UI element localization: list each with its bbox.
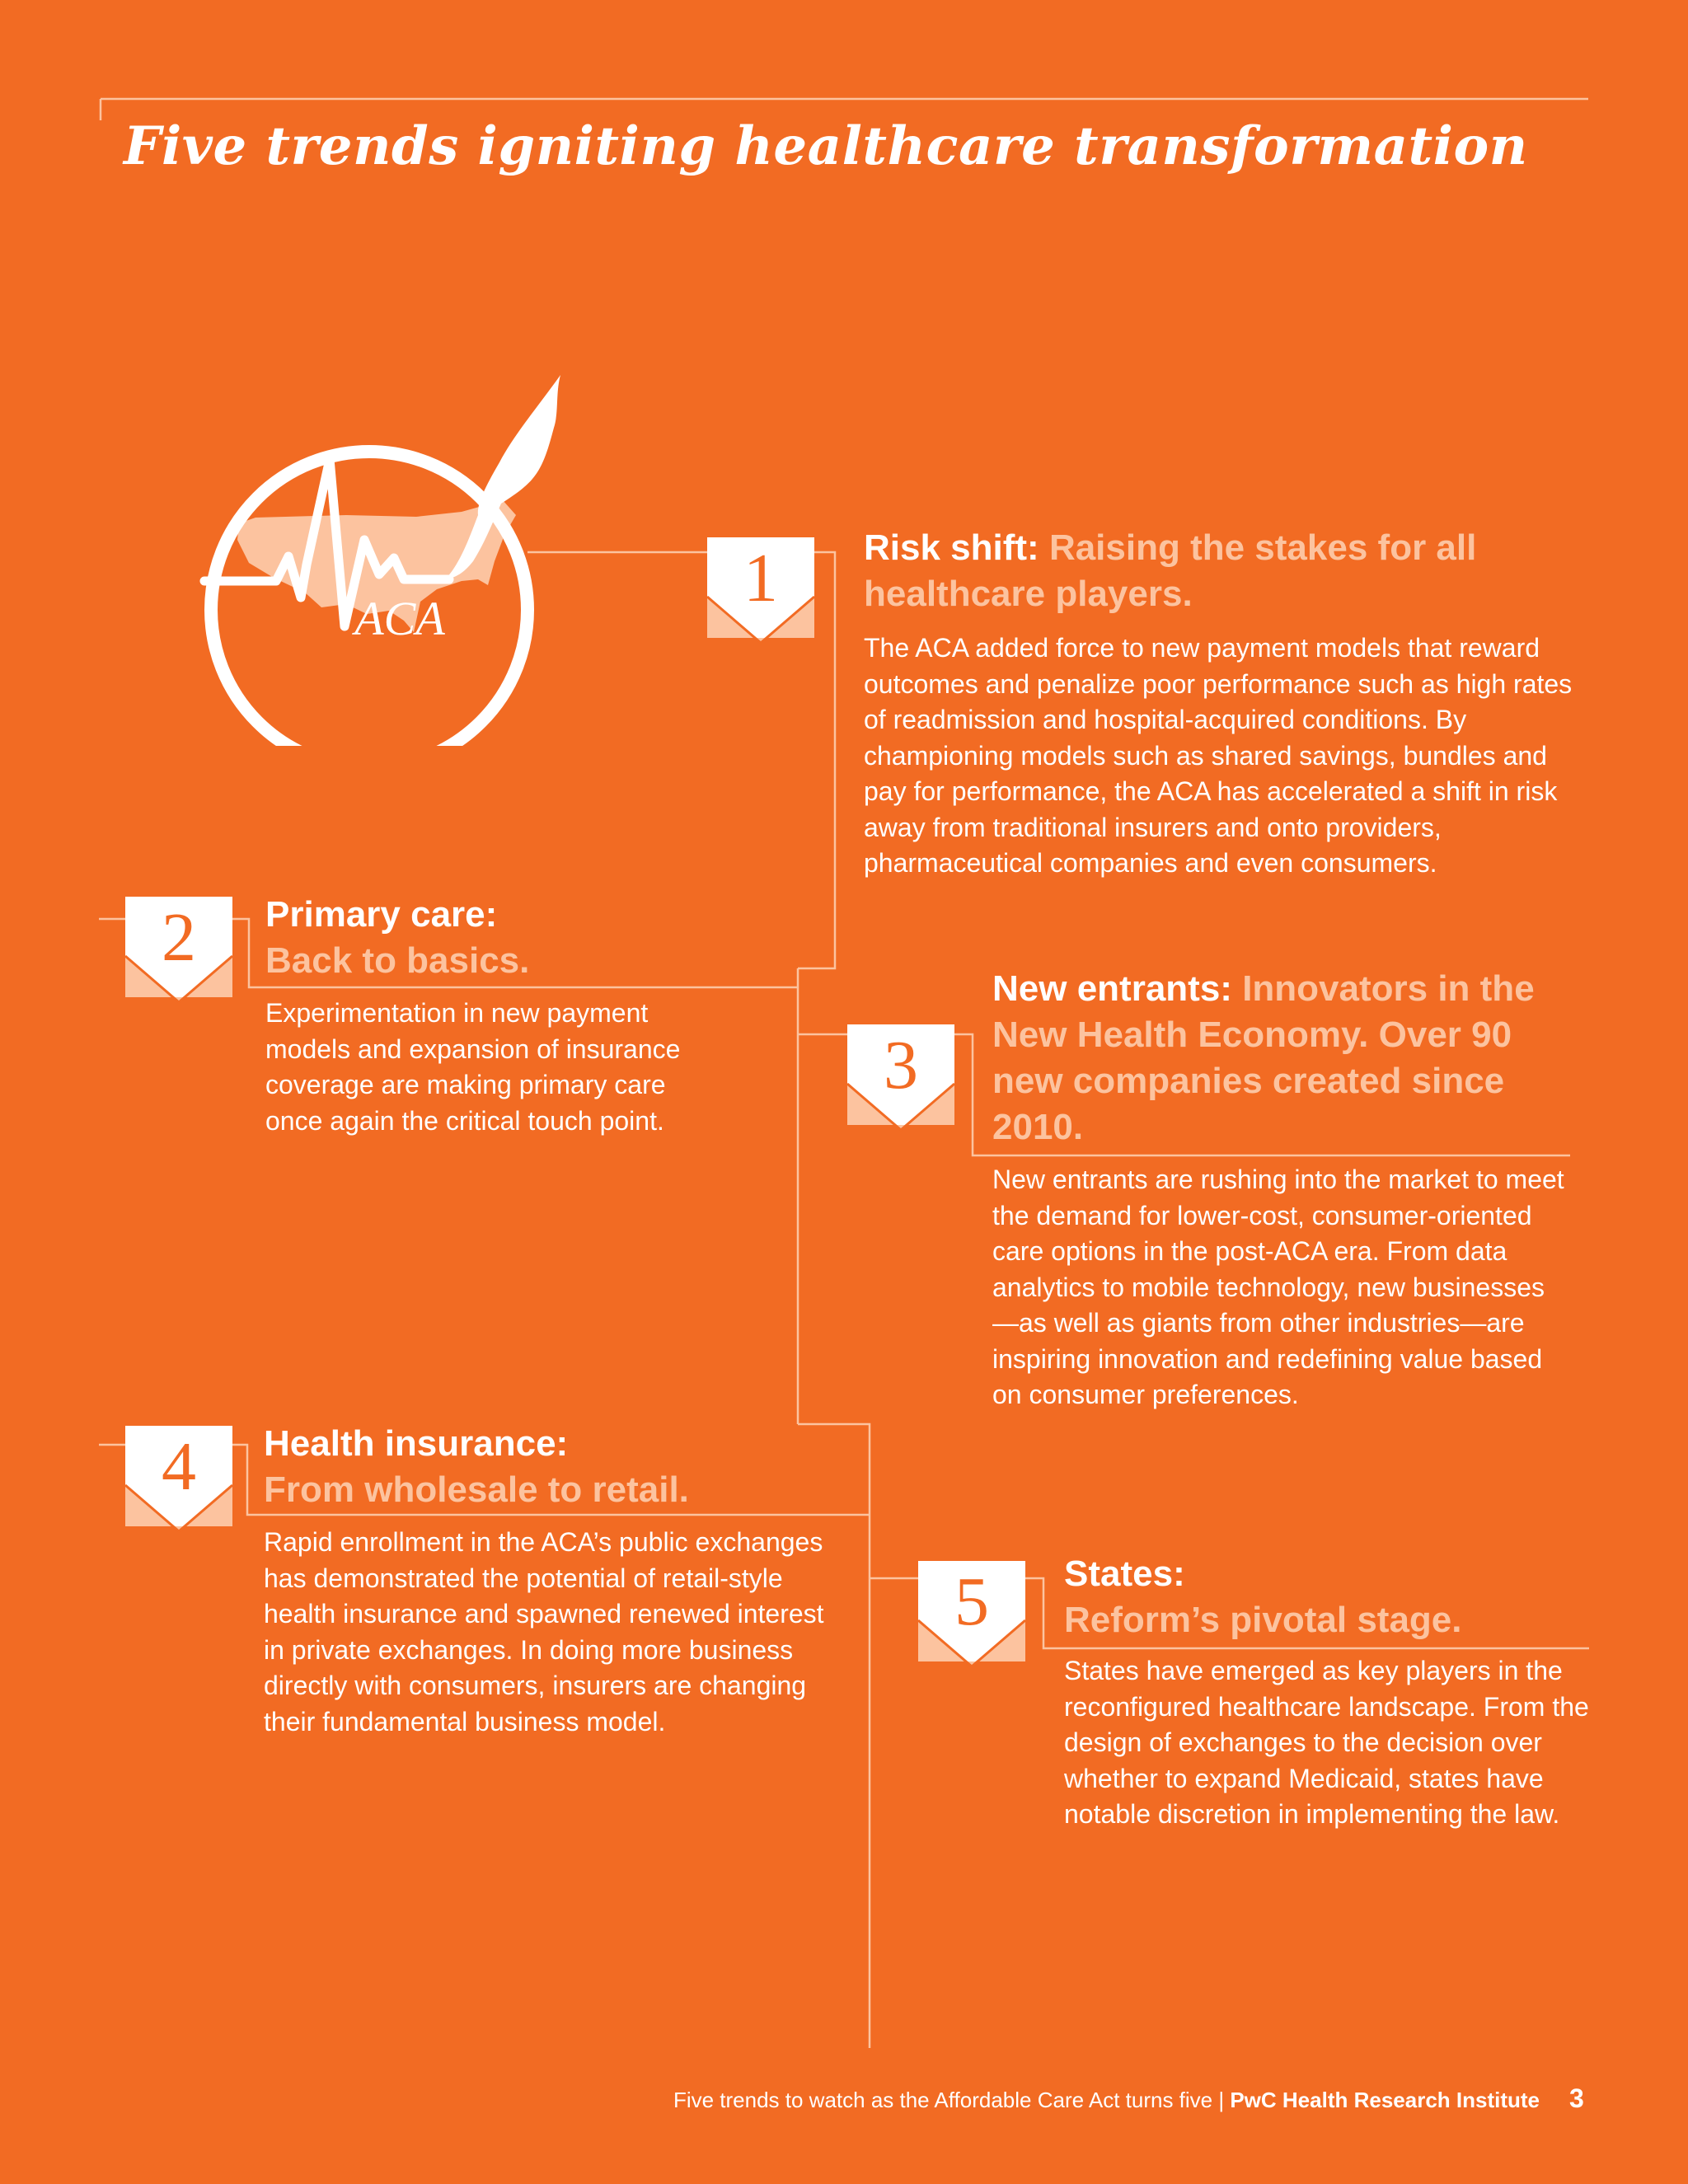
trend-5-number: 5 — [954, 1563, 989, 1640]
trend-4-number-badge — [125, 1426, 232, 1533]
footer — [673, 2085, 1540, 2115]
trend-5-highlight: Reform’s pivotal stage. — [1064, 1600, 1462, 1640]
aca-label: ACA — [354, 592, 445, 645]
trend-3-heading — [992, 966, 1569, 1151]
trend-1-label: Risk shift: — [864, 527, 1039, 568]
trend-4-label: Health insurance: — [264, 1423, 569, 1464]
page-title: Five trends igniting healthcare transformation — [124, 115, 1528, 177]
trend-3-label: New entrants: — [992, 968, 1232, 1009]
page-number: 3 — [1569, 2083, 1584, 2113]
trend-1-body: The ACA added force to new payment models that reward outcomes and penalize poor performance such as high rates of readmission and hospital-acquired conditions. By championing models such as shared savings, bundles and pay for performance, the ACA has accelerated a shift in risk away from traditional insurers and onto providers, pharmaceutical companies and even consumers. — [864, 633, 1573, 878]
trend-4-body: Rapid enrollment in the ACA’s public exchanges has demonstrated the potential of retail-style health insurance and spawned renewed interest in private exchanges. In doing more business directly with consumers, insurers are changing their fundamental business model. — [264, 1527, 824, 1736]
trend-5-heading — [1064, 1551, 1592, 1643]
trend-2-number: 2 — [162, 899, 196, 976]
trend-3-number: 3 — [884, 1027, 918, 1104]
trend-2-highlight: Back to basics. — [265, 940, 530, 981]
trend-3-highlight: Innovators in the New Health Economy. Over 90 new companies created since 2010. — [992, 968, 1535, 1147]
trend-1-heading — [864, 525, 1523, 617]
trend-1-number-badge — [707, 537, 814, 644]
trend-5-body: States have emerged as key players in the reconfigured healthcare landscape. From the design of exchanges to the decision over whether to expand Medicaid, states have notable discretion in implementing the law. — [1064, 1656, 1589, 1829]
trend-2-label: Primary care: — [265, 894, 498, 935]
trend-4-highlight: From wholesale to retail. — [264, 1469, 689, 1510]
trend-1-number: 1 — [743, 540, 778, 616]
footer-org: PwC Health Research Institute — [1230, 2088, 1540, 2112]
trend-3-body: New entrants are rushing into the market to meet the demand for lower-cost, consumer-oriented care options in the post-ACA era. From data analytics to mobile technology, new businesses—as well as giants from other industries—are inspiring innovation and redefining value based on consumer preferences. — [992, 1165, 1564, 1409]
footer-text: Five trends to watch as the Affordable Care Act turns five | — [673, 2088, 1225, 2112]
trend-3-number-badge — [847, 1024, 954, 1132]
trend-5-number-badge — [918, 1561, 1025, 1668]
trend-2-number-badge — [125, 897, 232, 1004]
trend-5-label: States: — [1064, 1554, 1185, 1594]
trend-4-number: 4 — [162, 1428, 196, 1505]
trend-4-heading — [264, 1421, 857, 1513]
aca-heartbeat-quill-icon — [198, 317, 610, 746]
trend-1-highlight: Raising the stakes for all healthcare players. — [864, 527, 1477, 614]
trend-2-heading — [265, 892, 776, 984]
trend-2-body: Experimentation in new payment models and expansion of insurance coverage are making primary care once again the critical touch point. — [265, 998, 681, 1136]
